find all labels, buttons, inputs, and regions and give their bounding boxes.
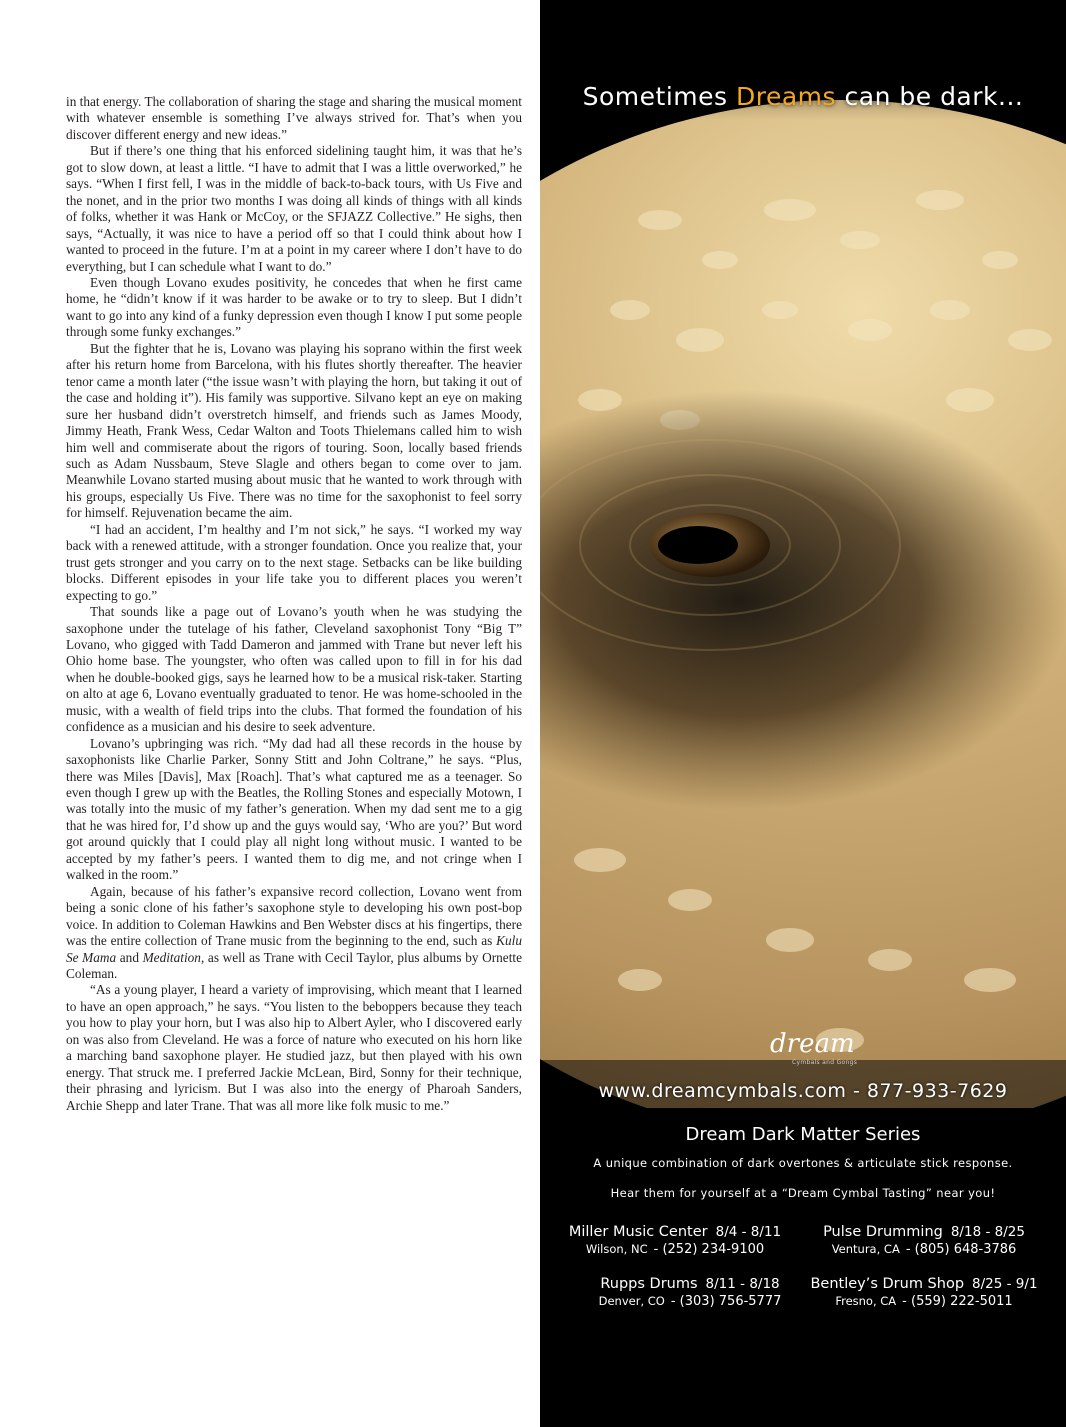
article-paragraph: “As a young player, I heard a variety of improvising, which meant that I learned to have an open approach,” he says. “You listen to the beboppers because they teach you how to play your horn, but I was also hip to Albert Ayler, who I discovered early on was also from Cleveland. He was a force of nature who executed on his horn like a marching band saxophone player. He studied jazz, but then played with his own energy. That struck me. I preferred Jackie McLean, Bird, Sonny for their technique, their phrasing and lyricism. But I was also into the energy of Pharoah Sanders, Archie Shepp and later Trane. That was all more like folk music to me.” — [66, 982, 522, 1113]
article-paragraph — [66, 884, 522, 983]
article-paragraph: Lovano’s upbringing was rich. “My dad had all these records in the house by saxophonists like Charlie Parker, Sonny Stitt and John Coltrane,” he says. “Plus, there was Miles [Davis], Max [Roach]. That’s what captured me as a teenager. So even though I grew up with the Beatles, the Rolling Stones and especially Motown, I was totally into the music of my father’s generation. When my dad sent me to a gig that he was hired for, I’d show up and the guys would say, ‘Who are you?’ But word got around quickly that I could play all night long without music. I wanted to be accepted by my father’s peers. I wanted them to dig me, and not cringe when I walked in the room.” — [66, 735, 522, 883]
store-dates: 8/4 - 8/11 — [715, 1224, 782, 1240]
headline-text: can be dark... — [836, 82, 1024, 111]
store-location: Ventura, CA — [831, 1242, 900, 1256]
article-paragraph: But if there’s one thing that his enforced sidelining taught him, it was that he’s got to slow down, at least a little. “I have to admit that I was a little overworked,” he says. “When I first fell, I was in the middle of back-to-back tours, with Us Five and the nonet, and in the prior two months I was doing all kinds of things with all kinds of folks, whether it was Hank or McCoy, or the SFJAZZ Collective.” He sighs, then says, “Actually, it was nice to have a period off so that I could think about how I wanted to proceed in the future. I’m at a point in my career where I don’t have to do everything, but I can schedule what I want to do.” — [66, 143, 522, 274]
store-location: Wilson, NC — [585, 1242, 648, 1256]
store-location: Fresno, CA — [835, 1294, 897, 1308]
article-paragraph: in that energy. The collaboration of sharing the stage and sharing the musical moment with whatever ensemble is something I’ve always strived for. That’s when you discover different energy and new ideas.” — [66, 94, 522, 142]
store-name: Rupps Drums — [600, 1276, 698, 1292]
headline-text: Sometimes — [582, 82, 736, 111]
article-paragraph: Even though Lovano exudes positivity, he concedes that when he first came home, he “didn’t know if it was harder to be awake or to try to sleep. But I didn’t want to go into any kind of a funky depression even though I know I put some people through some funky exchanges.” — [66, 274, 522, 340]
article-paragraph: “I had an accident, I’m healthy and I’m not sick,” he says. “I worked my way back with a renewed attitude, with a stronger foundation. Once you realize that, your trust gets stronger and you carry on to the next stage. Setbacks can be like building blocks. Different episodes in your life take you to different places you weren’t expecting to go.” — [66, 521, 522, 603]
store-listing — [545, 1224, 805, 1257]
paragraph-text: and — [116, 949, 143, 965]
store-dates: 8/25 - 9/1 — [972, 1276, 1038, 1292]
cymbal-advertisement — [540, 0, 1066, 1427]
store-listing — [794, 1224, 1054, 1257]
logo-subtitle: Cymbals and Gongs — [792, 1059, 858, 1066]
store-dates: 8/18 - 8/25 — [950, 1224, 1025, 1240]
store-phone: - (559) 222-5011 — [902, 1294, 1013, 1309]
store-listing — [794, 1276, 1054, 1309]
dream-logo — [740, 1015, 880, 1075]
store-phone: - (805) 648-3786 — [905, 1242, 1017, 1257]
logo-wordmark: dream — [770, 1029, 855, 1059]
store-phone: - (252) 234-9100 — [653, 1242, 765, 1257]
store-phone: - (303) 756-5777 — [670, 1294, 782, 1309]
series-title: Dream Dark Matter Series — [685, 1124, 921, 1145]
cymbal-illustration — [540, 0, 1066, 1108]
headline-accent: Dreams — [736, 82, 837, 111]
article-paragraph: But the fighter that he is, Lovano was playing his soprano within the first week after his return home from Barcelona, with his flutes shortly thereafter. The heavier tenor came a month later (“the issue wasn’t with playing the horn, but taking it out of the case and holding it”). His family was supportive. Silvano kept an eye on making sure her husband didn’t overstretch himself, and friends such as James Moody, Jimmy Heath, Frank Wess, Cedar Walton and Toots Thielemans called him to wish him well and commiserate about the rigors of touring. Soon, locally based friends such as Adam Nussbaum, Steve Slagle and others began to come over to jam. Meanwhile Lovano started musing about music that he wanted to work through with his groups, especially Us Five. There was no time for the saxophonist to feel sorry for himself. Rejuvenation became the aim. — [66, 340, 522, 521]
paragraph-text: , as well as Trane with Cecil Taylor, plus albums by Ornette Coleman. — [66, 949, 522, 982]
ad-headline — [540, 82, 1066, 111]
store-name: Bentley’s Drum Shop — [810, 1276, 965, 1292]
store-location: Denver, CO — [598, 1294, 665, 1308]
store-name: Miller Music Center — [568, 1224, 708, 1240]
article-paragraph: That sounds like a page out of Lovano’s youth when he was studying the saxophone under the tutelage of his father, Cleveland saxophonist Tony “Big T” Lovano, who gigged with Tadd Dameron and jammed with Trane but never left his Ohio home base. The youngster, who often was called upon to fill in for his dad when he double-booked gigs, says he learned how to be a musical risk-taker. Starting on alto at age 6, Lovano eventually graduated to tenor. He was home-schooled in the music, with a wealth of field trips into the clubs. That formed the foundation of his confidence as a musician and his desire to seek adventure. — [66, 604, 522, 735]
store-name: Pulse Drumming — [823, 1224, 943, 1240]
paragraph-text: Again, because of his father’s expansive record collection, Lovano went from being a sonic clone of his father’s saxophone style to developing his own post-bop voice. In addition to Coleman Hawkins and Ben Webster discs at his fingertips, there was the entire collection of Trane music from the beginning to the end, such as — [66, 883, 522, 949]
series-tagline: A unique combination of dark overtones & articulate stick response. — [593, 1156, 1013, 1170]
album-title: Meditation — [142, 949, 201, 965]
store-listing — [560, 1276, 820, 1309]
album-title: Kulu Se Mama — [66, 933, 522, 965]
article-column — [66, 94, 522, 1114]
tasting-invite: Hear them for yourself at a “Dream Cymbal Tasting” near you! — [610, 1186, 996, 1200]
cymbal-photo — [540, 0, 1066, 1108]
website-phone-line: www.dreamcymbals.com - 877-933-7629 — [598, 1080, 1008, 1102]
store-dates: 8/11 - 8/18 — [705, 1276, 780, 1292]
